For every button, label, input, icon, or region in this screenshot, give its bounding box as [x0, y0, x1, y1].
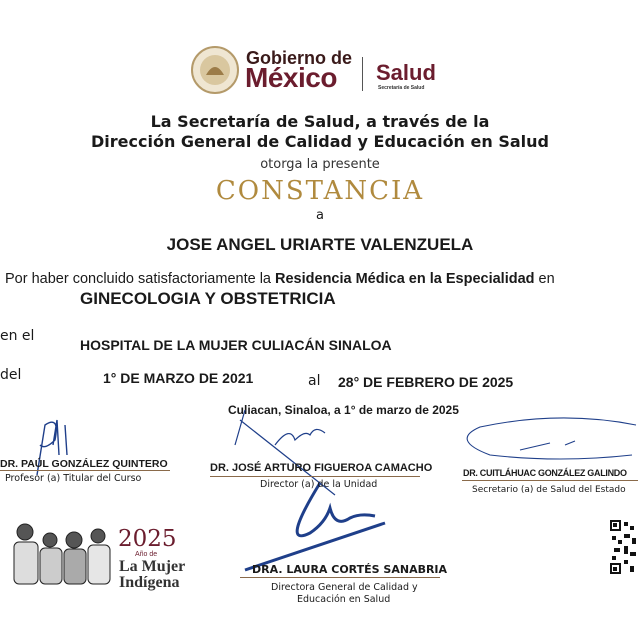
period-from: 1° DE MARZO DE 2021 — [103, 370, 254, 386]
intro-line1: La Secretaría de Salud, a través de la — [150, 112, 490, 131]
recipient-name: JOSE ANGEL URIARTE VALENZUELA — [166, 235, 474, 254]
signatory-4-role-line2: Educación en Salud — [297, 594, 391, 605]
mexico-seal-icon — [190, 45, 240, 95]
badge-year: 2025 — [118, 526, 177, 552]
badge-line2: La Mujer — [119, 558, 186, 575]
signatory-2-role: Director (a) de la Unidad — [260, 479, 378, 490]
signatory-4-name: DRA. LAURA CORTÉS SANABRIA — [252, 563, 448, 576]
signatory-1-role: Profesor (a) Titular del Curso — [5, 473, 142, 484]
dept-name: Salud — [376, 60, 436, 85]
qr-code-icon[interactable] — [610, 520, 638, 576]
specialty: GINECOLOGIA Y OBSTETRICIA — [80, 289, 336, 308]
to-text: a — [316, 208, 324, 223]
badge-line3: Indígena — [119, 574, 180, 591]
period-to: 28° DE FEBRERO DE 2025 — [338, 374, 514, 390]
reason-suffix: en — [534, 271, 555, 287]
period-to-label: al — [308, 373, 321, 389]
issued-place-date: Culiacan, Sinaloa, a 1° de marzo de 2025 — [228, 403, 459, 417]
signature-3-icon — [460, 415, 636, 465]
period-from-label: del — [0, 367, 22, 383]
indigenous-women-illustration-icon — [8, 518, 113, 586]
badge-line1: Año de — [135, 551, 158, 558]
place-label: en el — [0, 328, 35, 344]
signature-line-2 — [210, 476, 420, 477]
dept-sub: Secretaría de Salud — [378, 85, 425, 91]
signature-line-1 — [0, 470, 170, 471]
hospital-name: HOSPITAL DE LA MUJER CULIACÁN SINALOA — [80, 337, 392, 353]
reason-prefix: Por haber concluido satisfactoriamente la — [5, 271, 276, 287]
signature-line-4 — [240, 577, 440, 578]
reason-emph: Residencia Médica en la Especialidad — [275, 271, 535, 287]
signatory-3-role: Secretario (a) de Salud del Estado — [472, 485, 626, 495]
gov-line2: México — [245, 62, 337, 93]
reason-text — [5, 271, 555, 287]
logo-divider — [362, 57, 363, 91]
signature-4-icon — [240, 478, 390, 573]
signatory-2-name: DR. JOSÉ ARTURO FIGUEROA CAMACHO — [210, 462, 433, 474]
signatory-3-name: DR. CUITLÁHUAC GONZÁLEZ GALINDO — [463, 468, 627, 478]
grants-text: otorga la presente — [260, 157, 380, 172]
signature-line-3 — [462, 480, 638, 481]
intro-line2: Dirección General de Calidad y Educación en Salud — [91, 132, 549, 151]
gov-line1: Gobierno de — [246, 48, 353, 68]
certificate-title: CONSTANCIA — [215, 176, 425, 206]
signatory-1-name: DR. PAÚL GONZÁLEZ QUINTERO — [0, 458, 168, 470]
signatory-4-role-line1: Directora General de Calidad y — [271, 582, 418, 593]
